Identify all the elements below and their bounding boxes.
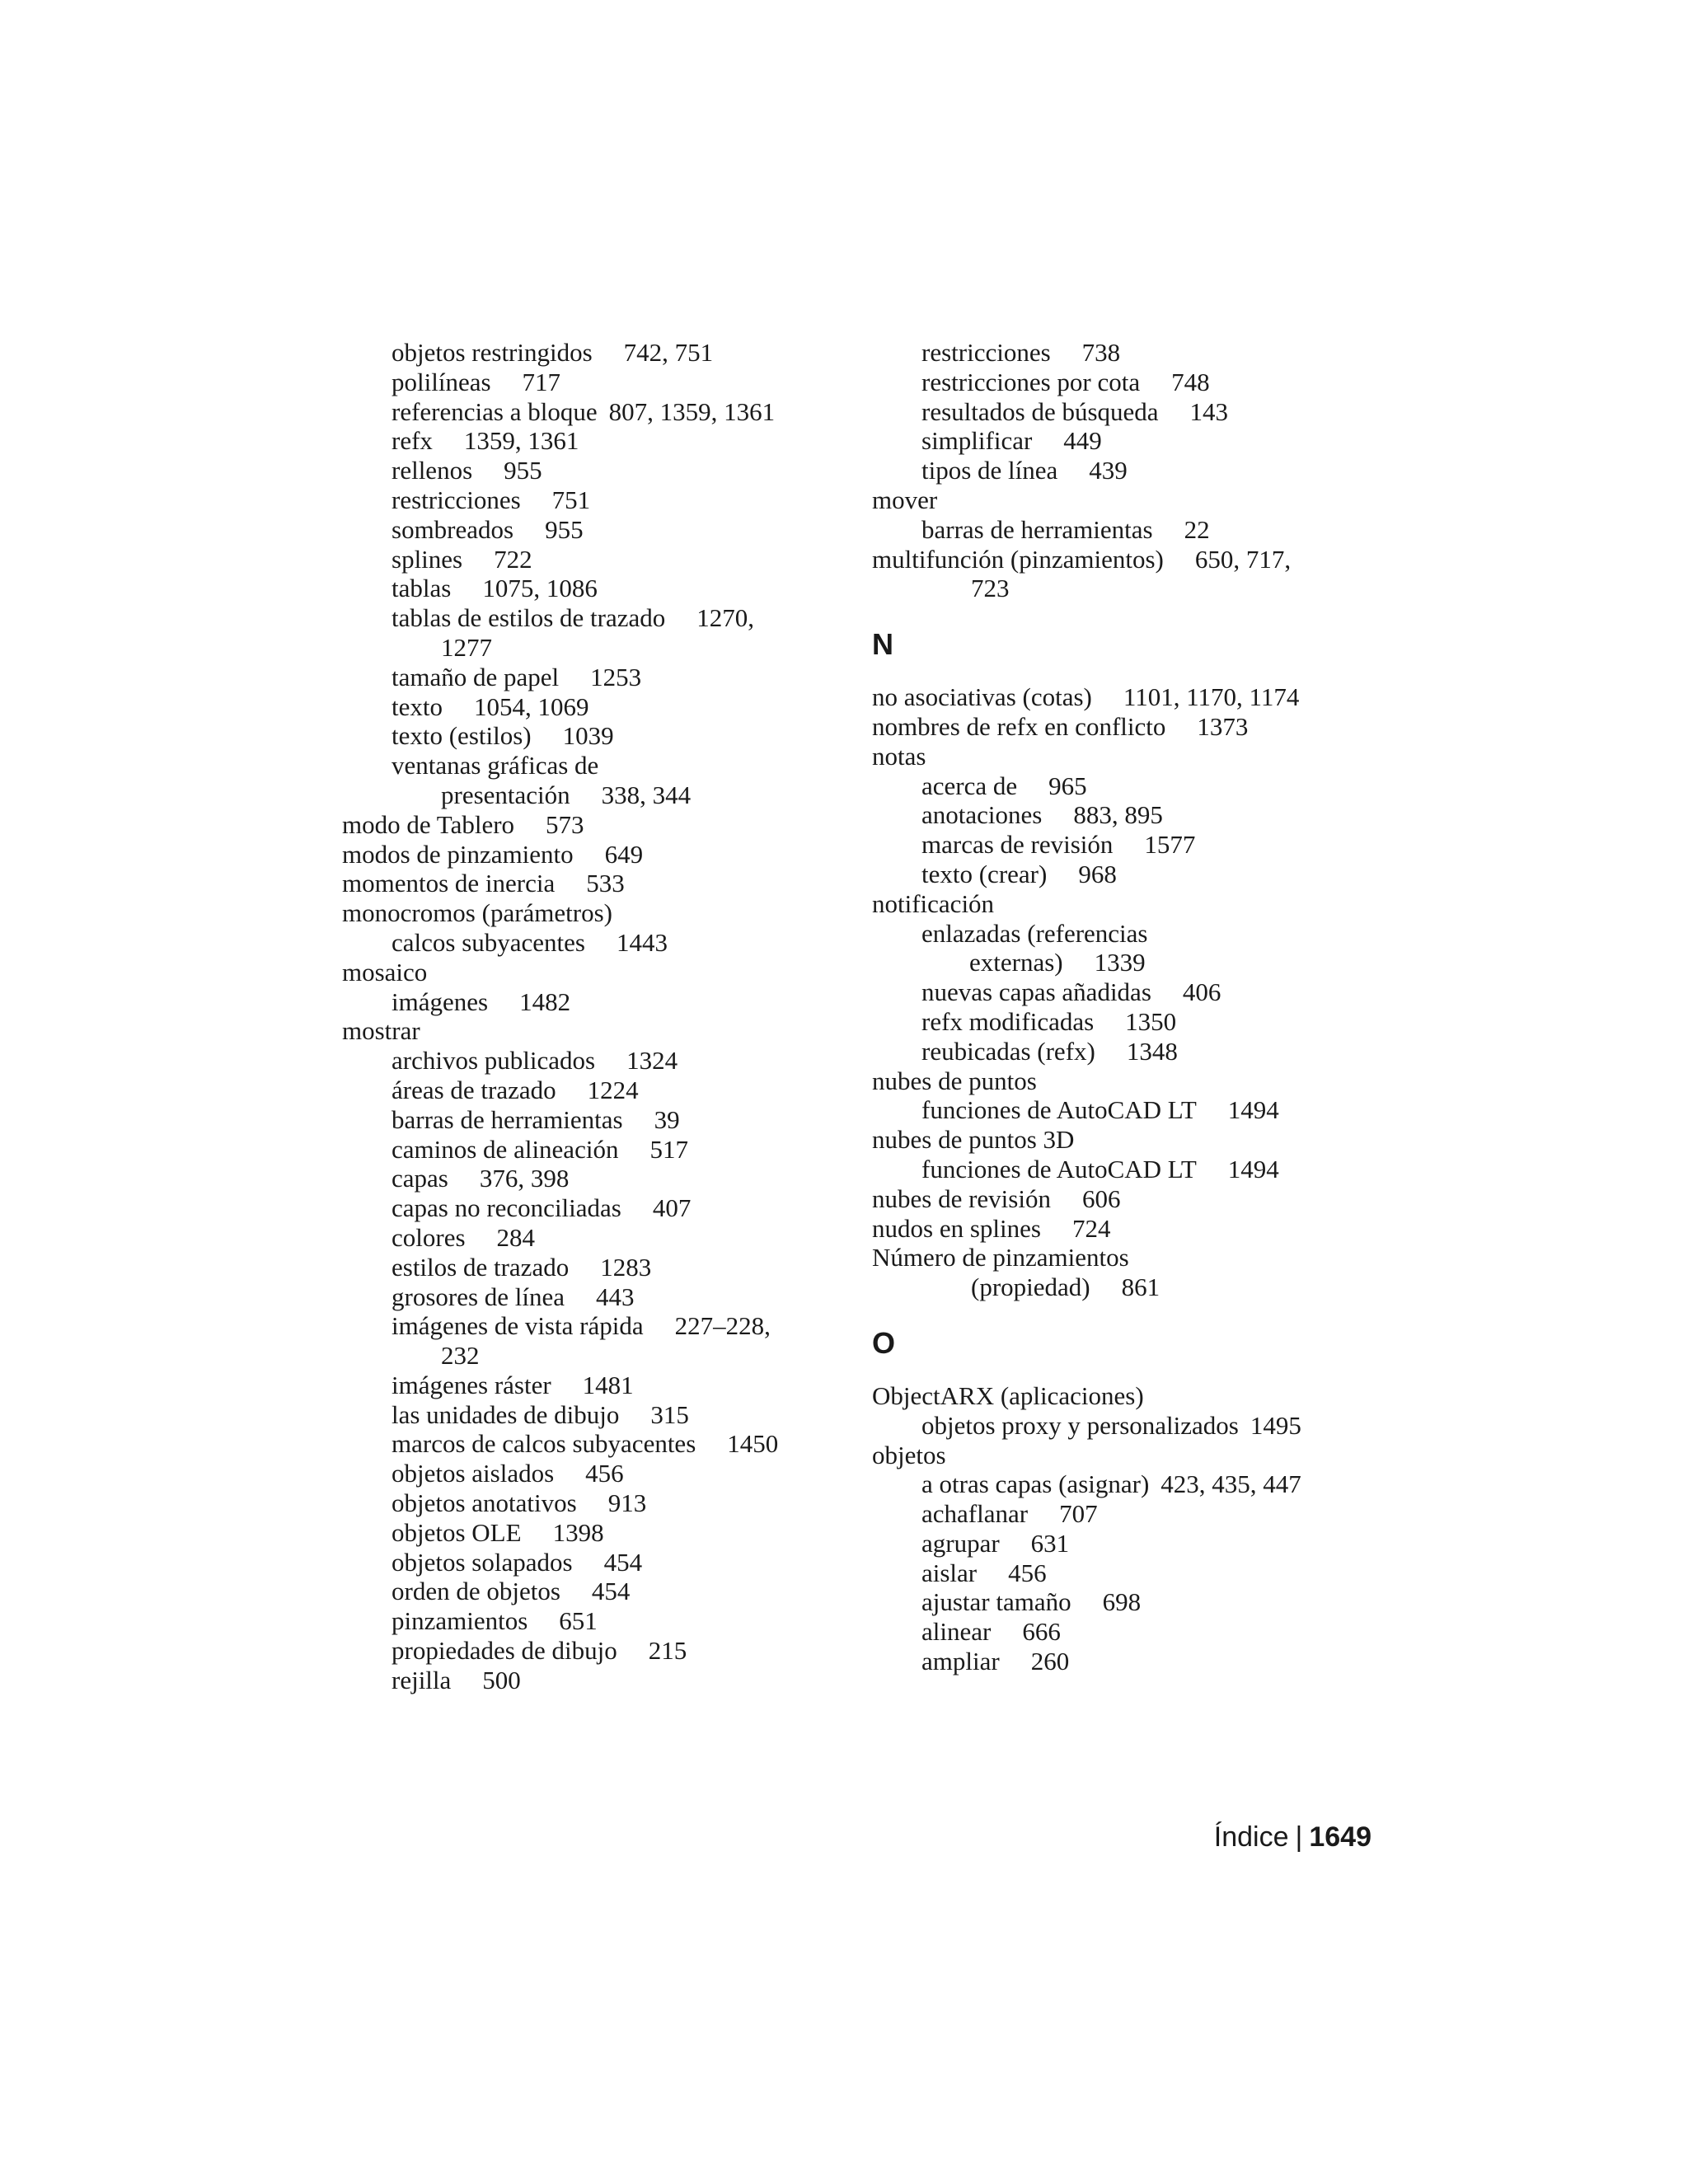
- index-page-refs: 284: [496, 1222, 536, 1252]
- index-entry: [342, 1164, 845, 1193]
- index-entry: [872, 1272, 1400, 1302]
- index-entry: [342, 1135, 845, 1165]
- index-page-refs: 1481: [582, 1370, 634, 1399]
- index-entry: [342, 1548, 845, 1577]
- index-entry: [342, 1105, 845, 1135]
- index-entry: [872, 1499, 1400, 1529]
- index-term: a otras capas (asignar): [921, 1469, 1150, 1499]
- index-page-refs: 1277: [441, 632, 492, 662]
- index-entry: [872, 1037, 1400, 1066]
- index-term: texto (estilos): [392, 721, 532, 751]
- index-page-refs: 650, 717,: [1194, 544, 1292, 574]
- index-entry: [872, 1647, 1400, 1676]
- index-entry: [872, 1529, 1400, 1558]
- index-entry: [872, 1155, 1400, 1184]
- index-entry: [342, 810, 845, 840]
- index-term: pinzamientos: [392, 1606, 528, 1636]
- index-entry: [342, 1193, 845, 1223]
- index-page-refs: 651: [559, 1606, 598, 1636]
- index-entry: [342, 338, 845, 368]
- index-term: nubes de puntos: [872, 1066, 1037, 1095]
- index-term: restricciones: [392, 485, 521, 514]
- index-term: multifunción (pinzamientos): [872, 544, 1164, 574]
- index-term: tipos de línea: [921, 456, 1058, 485]
- index-entry: [872, 919, 1400, 949]
- index-entry: [872, 515, 1400, 545]
- index-term: grosores de línea: [392, 1282, 565, 1311]
- index-entry: [872, 1411, 1400, 1441]
- index-entry: [342, 545, 845, 574]
- index-page-refs: 376, 398: [479, 1164, 570, 1193]
- index-entry: [872, 368, 1400, 397]
- index-page-refs: 1495: [1250, 1410, 1301, 1440]
- index-term: agrupar: [921, 1528, 1000, 1558]
- index-page-refs: 407: [652, 1193, 692, 1223]
- index-entry: [872, 1587, 1400, 1617]
- index-page-refs: 717: [522, 367, 561, 396]
- footer-section-label: Índice: [1213, 1821, 1289, 1853]
- index-entry: [872, 545, 1400, 574]
- index-entry: [872, 1066, 1400, 1096]
- index-page-refs: 1350: [1125, 1006, 1177, 1036]
- index-page-refs: 742, 751: [623, 338, 714, 367]
- index-entry: [872, 1125, 1400, 1155]
- index-term: notas: [872, 741, 926, 771]
- index-page-refs: 968: [1078, 859, 1117, 888]
- index-term: marcas de revisión: [921, 830, 1114, 860]
- index-column-left: [342, 338, 845, 1695]
- index-entry: [342, 1311, 845, 1341]
- index-page-refs: 443: [596, 1282, 635, 1311]
- index-term: aislar: [921, 1558, 978, 1587]
- index-term: ampliar: [921, 1647, 1000, 1676]
- index-entry: [872, 800, 1400, 830]
- index-term: enlazadas (referencias: [921, 918, 1148, 948]
- index-entry: [342, 1429, 845, 1459]
- index-entry: [872, 574, 1400, 603]
- index-entry: [342, 1076, 845, 1105]
- index-entry: [342, 1666, 845, 1695]
- index-entry: [342, 1400, 845, 1430]
- index-term: reubicadas (refx): [921, 1036, 1095, 1066]
- index-entry: [342, 515, 845, 545]
- index-page-refs: 698: [1102, 1587, 1142, 1617]
- index-entry: [342, 633, 845, 663]
- index-page-refs: 1283: [600, 1252, 652, 1282]
- index-term: mosaico: [342, 957, 428, 987]
- index-page-refs: 1101, 1170, 1174: [1123, 682, 1300, 712]
- index-term: capas no reconciliadas: [392, 1193, 621, 1223]
- index-entry: [872, 860, 1400, 889]
- index-entry: [342, 958, 845, 987]
- index-page-refs: 22: [1184, 514, 1210, 544]
- index-term: funciones de AutoCAD LT: [921, 1154, 1197, 1183]
- index-term: resultados de búsqueda: [921, 396, 1159, 426]
- index-term: barras de herramientas: [921, 514, 1153, 544]
- index-entry: [342, 721, 845, 751]
- index-term: archivos publicados: [392, 1046, 596, 1076]
- index-entry: [872, 1184, 1400, 1214]
- index-term: texto (crear): [921, 859, 1048, 888]
- index-page-refs: 533: [586, 869, 625, 898]
- index-term: caminos de alineación: [392, 1134, 619, 1164]
- index-page-refs: 227–228,: [674, 1311, 771, 1341]
- index-term: rejilla: [392, 1665, 452, 1694]
- index-entry: [342, 397, 845, 427]
- index-entry: [872, 1095, 1400, 1125]
- index-page-refs: 439: [1089, 456, 1128, 485]
- index-entry: [342, 1282, 845, 1312]
- index-page-refs: 751: [551, 485, 591, 514]
- index-entry: [342, 869, 845, 898]
- footer-separator: |: [1295, 1821, 1303, 1853]
- index-page-refs: 723: [971, 574, 1010, 603]
- index-entry: [342, 928, 845, 958]
- index-term: barras de herramientas: [392, 1104, 623, 1134]
- index-term: (propiedad): [971, 1272, 1090, 1302]
- index-term: splines: [392, 544, 463, 574]
- index-entry: [872, 1381, 1400, 1411]
- index-entry: [872, 397, 1400, 427]
- index-term: nuevas capas añadidas: [921, 977, 1151, 1007]
- index-page-refs: 724: [1071, 1213, 1111, 1243]
- index-term: rellenos: [392, 456, 473, 485]
- index-page-refs: 1443: [616, 927, 668, 957]
- index-entry: [872, 456, 1400, 485]
- index-page-refs: 1494: [1227, 1154, 1279, 1183]
- index-term: objetos restringidos: [392, 338, 593, 367]
- index-entry: [342, 1577, 845, 1606]
- index-term: las unidades de dibujo: [392, 1399, 620, 1429]
- index-page-refs: 649: [604, 839, 644, 869]
- index-entry: [872, 1617, 1400, 1647]
- index-entry: [342, 751, 845, 780]
- index-entry: [872, 948, 1400, 977]
- index-page-refs: 1577: [1144, 830, 1196, 860]
- index-entry: [342, 1371, 845, 1400]
- index-term: texto: [392, 691, 443, 721]
- index-page-refs: 965: [1048, 771, 1087, 800]
- index-entry: [342, 780, 845, 810]
- index-page-refs: 955: [545, 514, 584, 544]
- index-term: externas): [969, 948, 1063, 977]
- index-term: no asociativas (cotas): [872, 682, 1092, 712]
- index-entry: [342, 663, 845, 692]
- index-page-refs: 955: [504, 456, 542, 485]
- index-term: ventanas gráficas de: [392, 751, 599, 780]
- index-term: capas: [392, 1164, 448, 1193]
- index-entry: [342, 456, 845, 485]
- index-page-refs: 449: [1063, 426, 1102, 456]
- index-page-refs: 1270,: [696, 603, 755, 633]
- index-page-refs: 1450: [727, 1429, 779, 1459]
- footer-page-number: 1649: [1309, 1821, 1372, 1853]
- index-term: objetos: [872, 1440, 946, 1469]
- index-entry: [872, 771, 1400, 801]
- index-page-refs: 500: [482, 1665, 521, 1694]
- index-page-refs: 1039: [562, 721, 614, 751]
- index-term: tamaño de papel: [392, 662, 560, 691]
- index-term: objetos OLE: [392, 1517, 522, 1547]
- index-page-refs: 1398: [552, 1517, 604, 1547]
- index-entry: [342, 692, 845, 722]
- index-column-right: [872, 338, 1400, 1676]
- index-term: Número de pinzamientos: [872, 1243, 1129, 1272]
- index-entry: [342, 1341, 845, 1371]
- index-page-refs: 861: [1121, 1272, 1160, 1302]
- index-term: objetos anotativos: [392, 1488, 577, 1518]
- index-term: nubes de revisión: [872, 1183, 1051, 1213]
- index-page-refs: 517: [649, 1134, 688, 1164]
- index-term: anotaciones: [921, 800, 1043, 830]
- index-page-refs: 748: [1171, 367, 1210, 396]
- index-term: imágenes de vista rápida: [392, 1311, 644, 1341]
- index-term: tablas de estilos de trazado: [392, 603, 666, 633]
- index-entry: [872, 1007, 1400, 1037]
- section-heading: O: [872, 1325, 896, 1360]
- section-heading: N: [872, 627, 893, 662]
- index-term: imágenes: [392, 987, 489, 1016]
- index-term: calcos subyacentes: [392, 927, 585, 957]
- index-entry: [342, 1253, 845, 1282]
- index-entry: [872, 712, 1400, 742]
- index-term: objetos solapados: [392, 1547, 573, 1577]
- index-term: ajustar tamaño: [921, 1587, 1071, 1617]
- index-page-refs: 232: [441, 1341, 480, 1371]
- index-page-refs: 1482: [519, 987, 571, 1016]
- index-page-refs: 707: [1059, 1499, 1098, 1529]
- index-entry: [872, 1469, 1400, 1499]
- index-term: mostrar: [342, 1016, 420, 1046]
- index-page-refs: 1224: [587, 1075, 639, 1104]
- index-entry: [342, 426, 845, 456]
- index-entry: [872, 1243, 1400, 1272]
- index-term: alinear: [921, 1617, 992, 1647]
- index-entry: [872, 1214, 1400, 1244]
- index-page-refs: 631: [1030, 1528, 1070, 1558]
- index-page-refs: 215: [648, 1636, 687, 1666]
- index-page-refs: 666: [1022, 1617, 1061, 1647]
- page-footer: [1214, 1821, 1372, 1854]
- index-entry: [342, 603, 845, 633]
- index-entry: [872, 1558, 1400, 1588]
- index-page-refs: 738: [1081, 338, 1121, 367]
- index-term: acerca de: [921, 771, 1018, 800]
- index-entry: [872, 977, 1400, 1007]
- index-entry: [342, 485, 845, 515]
- index-term: estilos de trazado: [392, 1252, 570, 1282]
- index-entry: [872, 338, 1400, 368]
- index-entry: [342, 1488, 845, 1518]
- index-entry: [872, 426, 1400, 456]
- index-term: propiedades de dibujo: [392, 1636, 617, 1666]
- index-term: restricciones por cota: [921, 367, 1141, 396]
- index-entry: [872, 830, 1400, 860]
- index-page-refs: 456: [585, 1459, 624, 1488]
- index-entry: [342, 898, 845, 928]
- index-term: mover: [872, 485, 938, 514]
- index-page-refs: 1253: [590, 662, 642, 691]
- index-term: funciones de AutoCAD LT: [921, 1095, 1197, 1125]
- index-page-refs: 573: [546, 809, 584, 839]
- index-term: modo de Tablero: [342, 809, 515, 839]
- index-term: tablas: [392, 574, 452, 603]
- index-page-refs: 406: [1182, 977, 1221, 1007]
- index-term: simplificar: [921, 426, 1033, 456]
- index-term: modos de pinzamiento: [342, 839, 574, 869]
- index-page-refs: 807, 1359, 1361: [608, 396, 776, 426]
- index-entry: [342, 1459, 845, 1488]
- index-term: momentos de inercia: [342, 869, 556, 898]
- index-term: imágenes ráster: [392, 1370, 551, 1399]
- index-term: referencias a bloque: [392, 396, 598, 426]
- index-page-refs: 1494: [1227, 1095, 1279, 1125]
- index-page-refs: 456: [1008, 1558, 1047, 1587]
- index-term: monocromos (parámetros): [342, 898, 612, 928]
- index-entry: [342, 574, 845, 603]
- index-entry: [342, 1636, 845, 1666]
- index-page-refs: 315: [650, 1399, 689, 1429]
- index-page-refs: 1373: [1197, 711, 1249, 741]
- index-entry: [342, 1046, 845, 1076]
- index-term: achaflanar: [921, 1499, 1029, 1529]
- index-term: objetos aislados: [392, 1459, 555, 1488]
- index-term: colores: [392, 1222, 466, 1252]
- index-entry: [342, 368, 845, 397]
- index-term: nudos en splines: [872, 1213, 1041, 1243]
- index-term: nombres de refx en conflicto: [872, 711, 1166, 741]
- index-page-refs: 39: [654, 1104, 680, 1134]
- index-term: nubes de puntos 3D: [872, 1125, 1075, 1155]
- index-page-refs: 1054, 1069: [474, 691, 589, 721]
- index-entry: [342, 1606, 845, 1636]
- index-term: objetos proxy y personalizados: [921, 1410, 1239, 1440]
- index-entry: [342, 1223, 845, 1253]
- index-term: refx: [392, 426, 433, 456]
- index-page-refs: 1324: [626, 1046, 678, 1076]
- index-term: orden de objetos: [392, 1577, 560, 1606]
- index-page-refs: 722: [494, 544, 532, 574]
- index-term: marcos de calcos subyacentes: [392, 1429, 696, 1459]
- index-page-refs: 143: [1189, 396, 1229, 426]
- index-term: ObjectARX (aplicaciones): [872, 1380, 1144, 1410]
- index-entry: [872, 682, 1400, 712]
- index-term: sombreados: [392, 514, 514, 544]
- index-term: restricciones: [921, 338, 1051, 367]
- index-page-refs: 423, 435, 447: [1160, 1469, 1301, 1499]
- index-page-refs: 260: [1030, 1647, 1070, 1676]
- index-term: notificación: [872, 888, 995, 918]
- index-page-refs: 454: [591, 1577, 631, 1606]
- index-entry: [342, 987, 845, 1017]
- index-page-refs: 883, 895: [1073, 800, 1163, 830]
- index-term: presentación: [441, 780, 570, 809]
- index-page-refs: 1075, 1086: [482, 574, 598, 603]
- index-entry: [342, 840, 845, 869]
- index-page-refs: 1359, 1361: [463, 426, 579, 456]
- index-term: refx modificadas: [921, 1006, 1095, 1036]
- index-entry: [872, 889, 1400, 919]
- index-entry: [872, 485, 1400, 515]
- index-page-refs: 338, 344: [601, 780, 692, 809]
- index-entry: [872, 742, 1400, 771]
- index-term: polilíneas: [392, 367, 491, 396]
- index-page-refs: 1348: [1126, 1036, 1178, 1066]
- index-term: áreas de trazado: [392, 1075, 556, 1104]
- index-page-refs: 1339: [1094, 948, 1146, 977]
- index-page-refs: 454: [603, 1547, 643, 1577]
- index-entry: [872, 1441, 1400, 1470]
- index-entry: [342, 1016, 845, 1046]
- index-entry: [342, 1518, 845, 1548]
- index-page-refs: 606: [1081, 1183, 1121, 1213]
- index-page-refs: 913: [607, 1488, 647, 1518]
